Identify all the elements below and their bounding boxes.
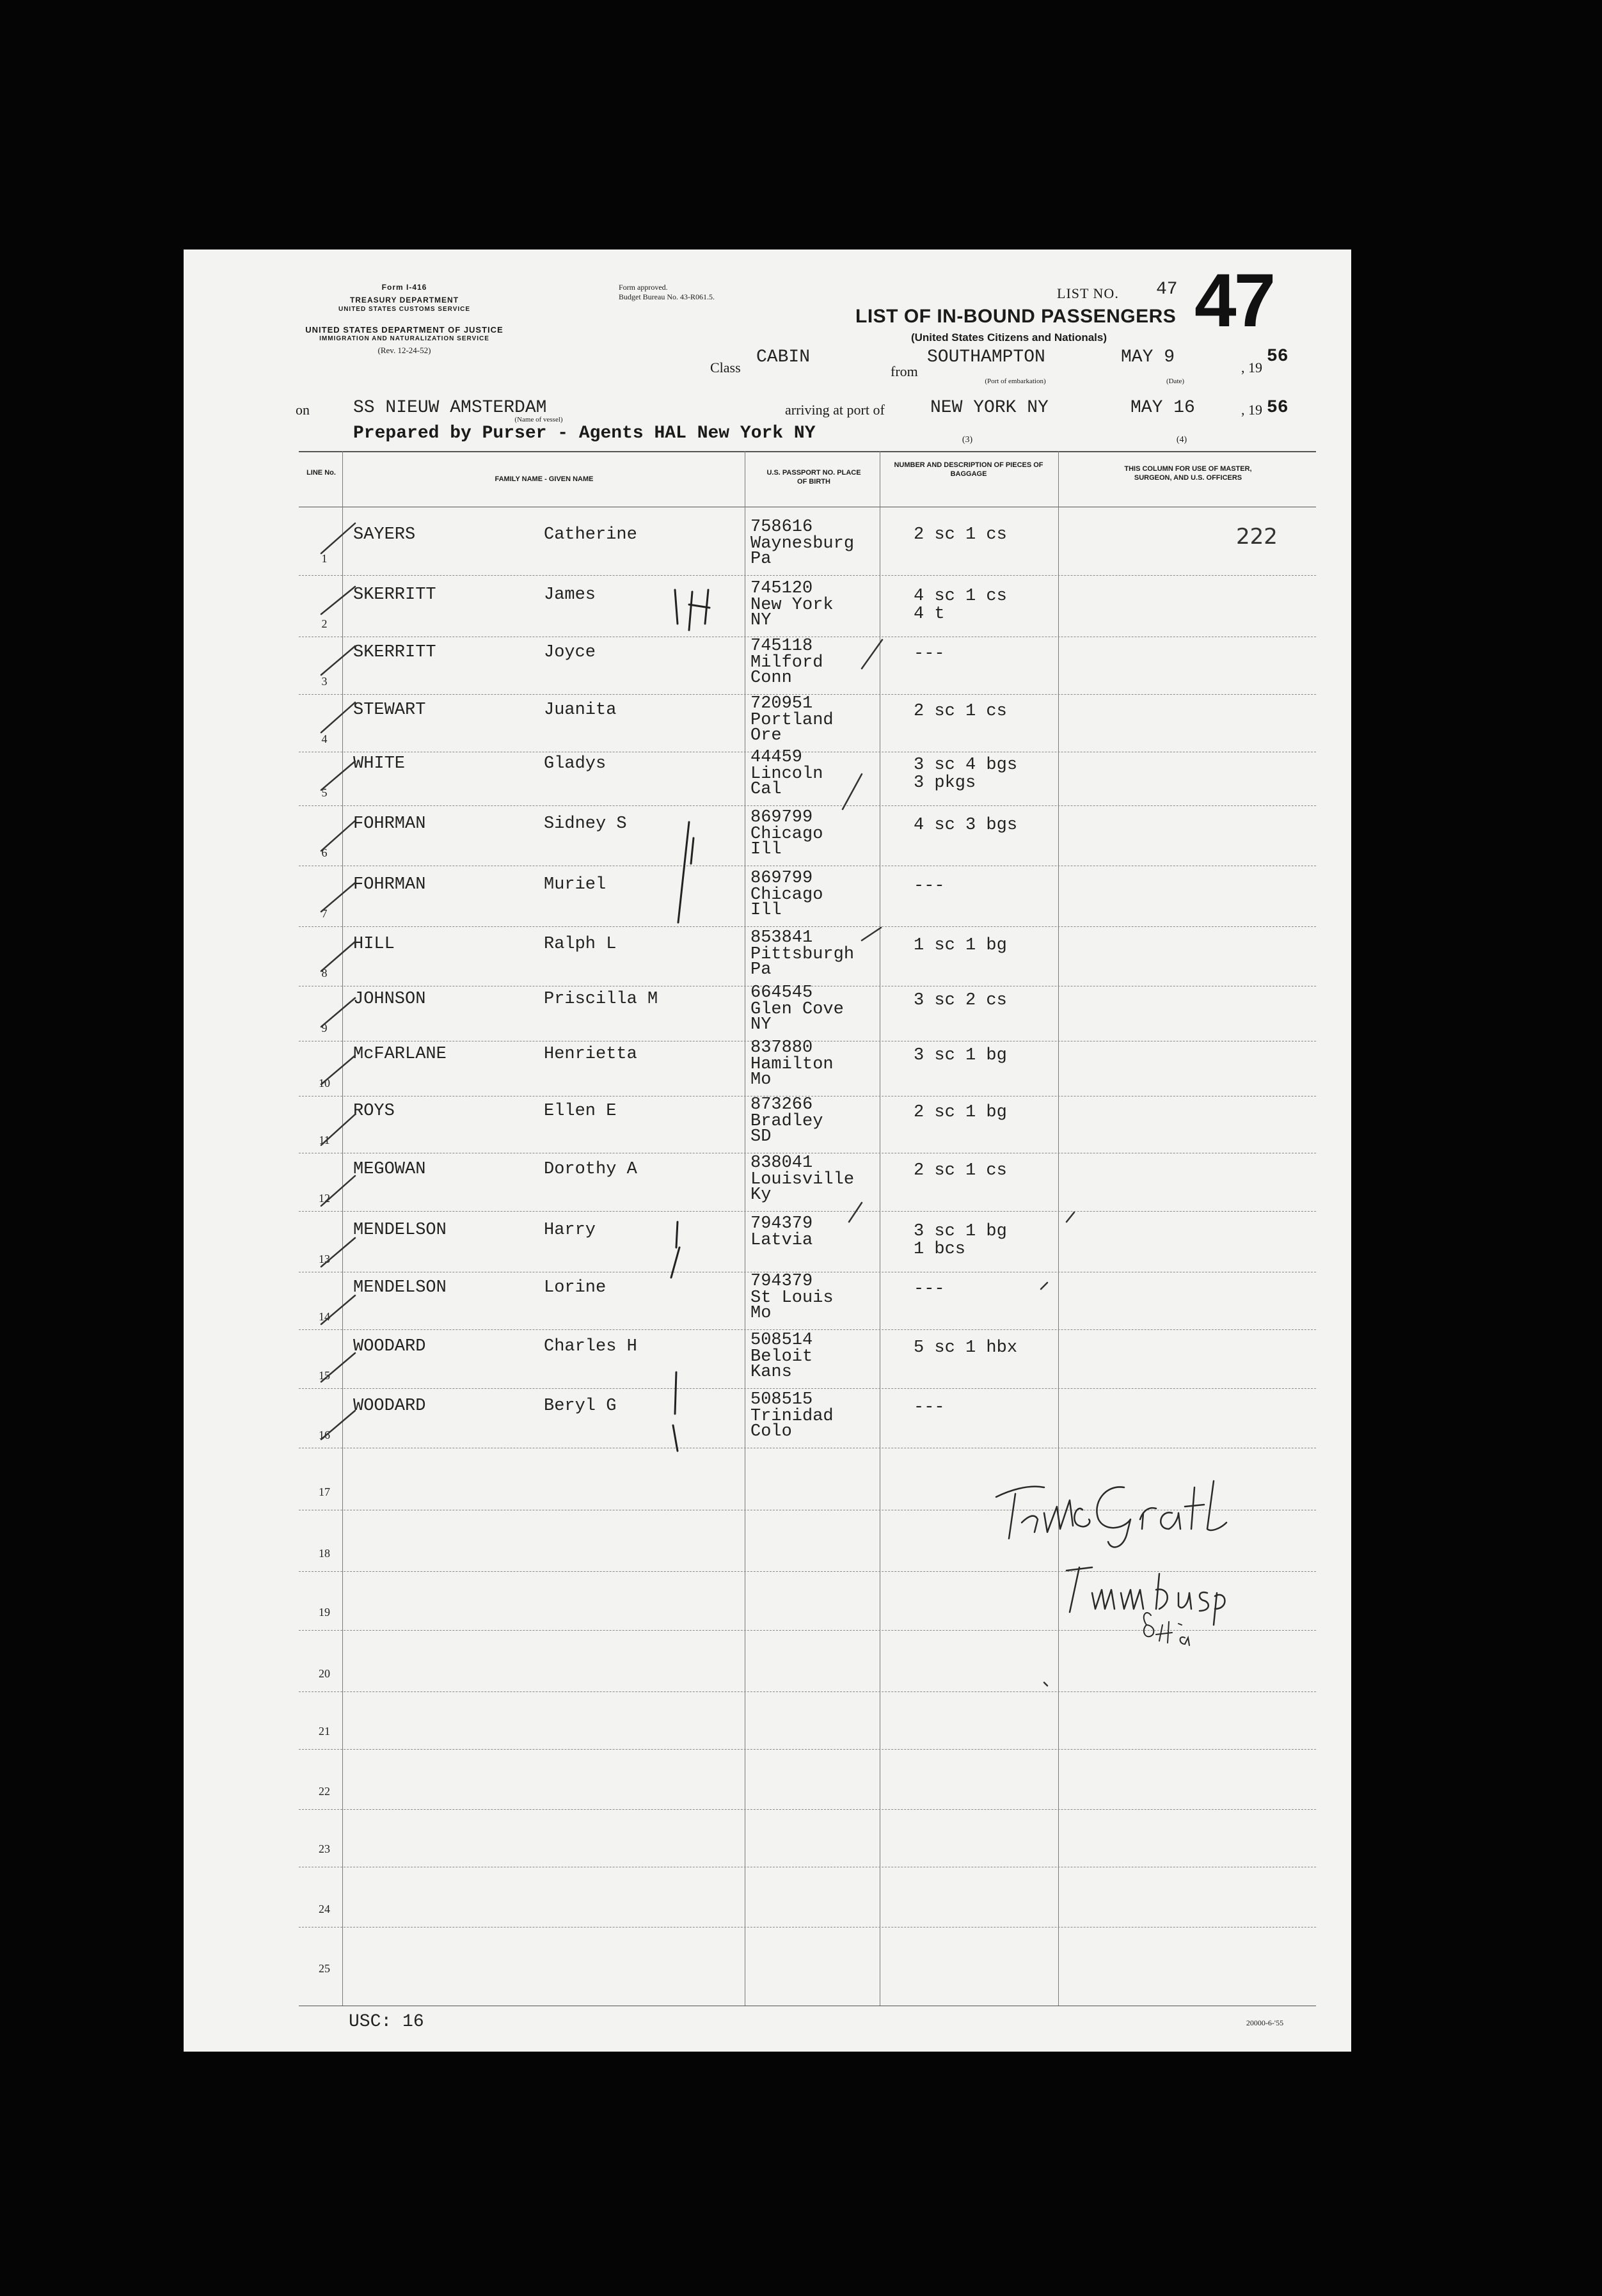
immigration-service: IMMIGRATION AND NATURALIZATION SERVICE xyxy=(319,335,489,342)
baggage-desc: --- xyxy=(914,1398,945,1417)
birth-place: Chicago xyxy=(750,825,823,844)
arrival-year-prefix: , 19 xyxy=(1241,402,1262,418)
family-name: SKERRITT xyxy=(353,643,436,662)
line-number: 9 xyxy=(321,1022,328,1034)
form-number: Form I-416 xyxy=(381,283,427,292)
line-number: 23 xyxy=(319,1842,330,1855)
baggage-desc: 5 sc 1 hbx xyxy=(914,1338,1018,1358)
usc-count: USC: 16 xyxy=(349,2012,424,2032)
birth-place-state: Mo xyxy=(750,1070,772,1089)
baggage-desc: 2 sc 1 bg xyxy=(914,1103,1007,1122)
print-code: 20000-6-'55 xyxy=(1246,2018,1284,2027)
birth-place-state: Pa xyxy=(750,960,772,979)
family-name: SAYERS xyxy=(353,525,416,544)
from-label: from xyxy=(891,363,918,379)
line-number: 12 xyxy=(319,1192,330,1205)
passport-number: 869799 xyxy=(750,869,813,888)
line-number: 14 xyxy=(319,1310,330,1323)
baggage-desc: 3 sc 1 bg xyxy=(914,1222,1007,1241)
birth-place-state: Ky xyxy=(750,1185,772,1205)
birth-place-state: SD xyxy=(750,1127,772,1146)
passport-number: 794379 xyxy=(750,1214,813,1233)
family-name: McFARLANE xyxy=(353,1045,447,1064)
caption-4: (4) xyxy=(1176,435,1187,445)
line-number: 25 xyxy=(319,1962,330,1975)
birth-place: New York xyxy=(750,596,834,615)
line-number: 5 xyxy=(321,786,328,799)
col-header-baggage: NUMBER AND DESCRIPTION OF PIECES OF BAGGAGE xyxy=(894,461,1043,478)
class-label: Class xyxy=(710,360,741,376)
col-header-officers: THIS COLUMN FOR USE OF MASTER, SURGEON, AND U.S. OFFICERS xyxy=(1124,465,1252,482)
birth-place: Bradley xyxy=(750,1112,823,1131)
birth-place: Milford xyxy=(750,653,823,672)
manifest-page xyxy=(184,249,1351,2052)
list-no-label: LIST NO. xyxy=(1057,285,1119,301)
birth-place: St Louis xyxy=(750,1288,834,1308)
given-name: Catherine xyxy=(544,525,637,544)
given-name: Sidney S xyxy=(544,814,627,834)
birth-place-state: Ore xyxy=(750,726,782,745)
passport-number: 869799 xyxy=(750,808,813,827)
line-number: 4 xyxy=(321,732,328,745)
passport-number: 508515 xyxy=(750,1390,813,1409)
family-name: MENDELSON xyxy=(353,1278,447,1297)
passport-number: 837880 xyxy=(750,1038,813,1057)
inspector-title xyxy=(1073,1580,1196,1610)
class-value: CABIN xyxy=(756,347,811,367)
given-name: Dorothy A xyxy=(544,1160,637,1179)
birth-place-state: Colo xyxy=(750,1422,792,1441)
arrival-date: MAY 16 xyxy=(1130,398,1195,418)
arriving-label: arriving at port of xyxy=(785,402,885,418)
baggage-desc: 2 sc 1 cs xyxy=(914,1161,1007,1180)
passport-number: 794379 xyxy=(750,1272,813,1291)
baggage-desc: --- xyxy=(914,1279,945,1299)
given-name: Muriel xyxy=(544,875,607,894)
passport-number: 838041 xyxy=(750,1153,813,1173)
passport-number: 873266 xyxy=(750,1095,813,1114)
passport-number: 745118 xyxy=(750,637,813,656)
baggage-desc: 2 sc 1 cs xyxy=(914,525,1007,544)
line-number: 18 xyxy=(319,1547,330,1560)
passport-number: 508514 xyxy=(750,1331,813,1350)
arrival-port: NEW YORK NY xyxy=(930,398,1049,418)
birth-place: Glen Cove xyxy=(750,1000,844,1019)
line-number: 3 xyxy=(321,675,328,688)
birth-place-state: NY xyxy=(750,1015,772,1034)
given-name: Henrietta xyxy=(544,1045,637,1064)
birth-place-state: Conn xyxy=(750,669,792,688)
birth-place: Latvia xyxy=(750,1231,813,1250)
given-name: Priscilla M xyxy=(544,990,658,1009)
birth-place-state: Cal xyxy=(750,780,782,799)
col-header-name: FAMILY NAME - GIVEN NAME xyxy=(495,475,594,483)
line-number: 24 xyxy=(319,1903,330,1915)
family-name: FOHRMAN xyxy=(353,875,426,894)
passport-number: 758616 xyxy=(750,518,813,537)
baggage-desc: 2 sc 1 cs xyxy=(914,702,1007,721)
vessel-caption: (Name of vessel) xyxy=(514,416,563,424)
baggage-desc: 3 sc 2 cs xyxy=(914,991,1007,1010)
birth-place-state: Kans xyxy=(750,1363,792,1382)
given-name: Ralph L xyxy=(544,935,617,954)
passport-number: 720951 xyxy=(750,694,813,713)
birth-place-state: NY xyxy=(750,611,772,630)
line-number: 7 xyxy=(321,907,328,920)
line-number: 1 xyxy=(321,552,328,565)
given-name: Beryl G xyxy=(544,1397,617,1416)
baggage-desc: 1 sc 1 bg xyxy=(914,936,1007,955)
baggage-desc-extra: 4 t xyxy=(914,605,945,624)
officer-note: 222 xyxy=(1236,524,1278,550)
birth-place-state: Pa xyxy=(750,550,772,569)
customs-service: UNITED STATES CUSTOMS SERVICE xyxy=(338,306,471,313)
prepared-by: Prepared by Purser - Agents HAL New York NY xyxy=(353,424,816,443)
birth-place: Portland xyxy=(750,711,834,730)
embark-caption: (Port of embarkation) xyxy=(985,377,1046,385)
date-caption: (Date) xyxy=(1166,377,1185,385)
family-name: WOODARD xyxy=(353,1397,426,1416)
line-number: 17 xyxy=(319,1485,330,1498)
given-name: Harry xyxy=(544,1221,596,1240)
passport-number: 664545 xyxy=(750,983,813,1002)
arrival-year: 56 xyxy=(1267,398,1289,418)
list-no-stamp: 47 xyxy=(1194,258,1274,343)
birth-place: Lincoln xyxy=(750,764,823,784)
line-number: 2 xyxy=(321,617,328,630)
from-value: SOUTHAMPTON xyxy=(927,347,1045,367)
inspector-extra xyxy=(1140,1615,1173,1636)
list-subtitle: (United States Citizens and Nationals) xyxy=(910,331,1107,344)
baggage-desc: 3 sc 4 bgs xyxy=(914,756,1018,775)
caption-3: (3) xyxy=(962,435,973,445)
passport-number: 853841 xyxy=(750,928,813,947)
line-number: 19 xyxy=(319,1606,330,1619)
line-number: 20 xyxy=(319,1667,330,1680)
handwritten-mark xyxy=(673,592,719,628)
line-number: 10 xyxy=(319,1077,330,1089)
vessel-name: SS NIEUW AMSTERDAM xyxy=(353,398,547,418)
col-header-line: LINE No. xyxy=(306,469,336,477)
given-name: Gladys xyxy=(544,754,607,773)
birth-place-state: Ill xyxy=(750,840,782,859)
budget-bureau: Budget Bureau No. 43-R061.5. xyxy=(619,292,715,301)
family-name: ROYS xyxy=(353,1102,395,1121)
line-number: 8 xyxy=(321,967,328,979)
birth-place-state: Ill xyxy=(750,901,782,920)
inspector-signature xyxy=(1003,1503,1163,1536)
justice-dept: UNITED STATES DEPARTMENT OF JUSTICE xyxy=(305,325,504,335)
birth-place: Waynesburg xyxy=(750,534,855,553)
baggage-desc-extra: 3 pkgs xyxy=(914,773,976,793)
on-label: on xyxy=(296,402,310,418)
birth-place: Hamilton xyxy=(750,1055,834,1074)
given-name: James xyxy=(544,585,596,605)
family-name: JOHNSON xyxy=(353,990,426,1009)
given-name: Ellen E xyxy=(544,1102,617,1121)
birth-place: Chicago xyxy=(750,885,823,905)
form-approved: Form approved. xyxy=(619,283,668,292)
birth-place-state: Mo xyxy=(750,1304,772,1323)
family-name: SKERRITT xyxy=(353,585,436,605)
depart-date: MAY 9 xyxy=(1121,347,1175,367)
baggage-desc: 3 sc 1 bg xyxy=(914,1046,1007,1065)
line-number: 16 xyxy=(319,1429,330,1441)
passport-number: 44459 xyxy=(750,748,803,767)
family-name: WOODARD xyxy=(353,1337,426,1356)
family-name: STEWART xyxy=(353,701,426,720)
depart-year: 56 xyxy=(1267,347,1289,367)
family-name: HILL xyxy=(353,935,395,954)
list-no-typed: 47 xyxy=(1156,280,1178,299)
passport-number: 745120 xyxy=(750,579,813,598)
line-number: 13 xyxy=(319,1253,330,1265)
given-name: Joyce xyxy=(544,643,596,662)
list-title: LIST OF IN-BOUND PASSENGERS xyxy=(855,306,1177,327)
baggage-desc: --- xyxy=(914,644,945,663)
handwritten-check-marks xyxy=(184,249,1351,2052)
line-number: 22 xyxy=(319,1785,330,1798)
baggage-desc-extra: 1 bcs xyxy=(914,1240,966,1259)
line-number: 21 xyxy=(319,1725,330,1738)
given-name: Charles H xyxy=(544,1337,637,1356)
family-name: MENDELSON xyxy=(353,1221,447,1240)
treasury-dept: TREASURY DEPARTMENT xyxy=(349,296,459,305)
baggage-desc: 4 sc 3 bgs xyxy=(914,816,1018,835)
birth-place: Pittsburgh xyxy=(750,945,855,964)
birth-place: Beloit xyxy=(750,1347,813,1366)
col-header-passport: U.S. PASSPORT NO. PLACE OF BIRTH xyxy=(766,469,861,486)
revision-date: (Rev. 12-24-52) xyxy=(377,345,431,355)
given-name: Juanita xyxy=(544,701,617,720)
family-name: MEGOWAN xyxy=(353,1160,426,1179)
depart-year-prefix: , 19 xyxy=(1241,360,1262,376)
line-number: 15 xyxy=(319,1369,330,1382)
line-number: 6 xyxy=(321,846,328,859)
line-number: 11 xyxy=(319,1134,330,1146)
family-name: FOHRMAN xyxy=(353,814,426,834)
given-name: Lorine xyxy=(544,1278,607,1297)
birth-place: Trinidad xyxy=(750,1407,834,1426)
baggage-desc: 4 sc 1 cs xyxy=(914,587,1007,606)
baggage-desc: --- xyxy=(914,876,945,896)
family-name: WHITE xyxy=(353,754,406,773)
birth-place: Louisville xyxy=(750,1170,855,1189)
